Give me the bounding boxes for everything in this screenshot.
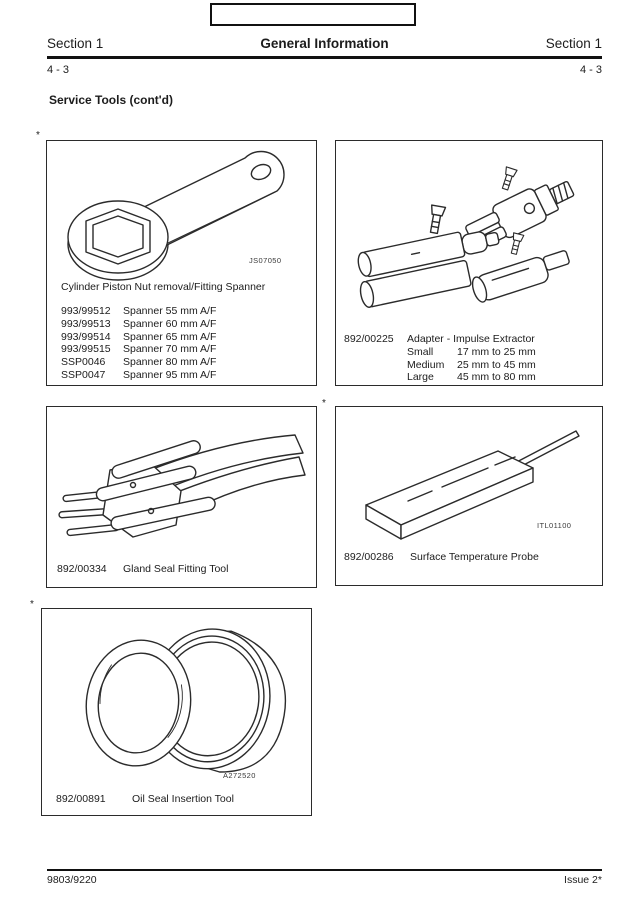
footer-rule xyxy=(47,869,602,871)
part-row xyxy=(61,369,216,382)
part-number: 993/99515 xyxy=(61,343,111,356)
footer-publication: 9803/9220 xyxy=(47,874,97,886)
top-blank-box xyxy=(210,3,416,26)
header-section-right: Section 1 xyxy=(545,36,602,51)
part-number: SSP0046 xyxy=(61,356,106,369)
footer-issue: Issue 2* xyxy=(564,874,602,886)
page-title: General Information xyxy=(260,36,389,51)
figure-code: ITL01100 xyxy=(537,521,572,530)
panel-spanner xyxy=(46,140,317,386)
tool-title: Gland Seal Fitting Tool xyxy=(123,563,229,575)
parts-table xyxy=(61,305,216,382)
part-row xyxy=(61,331,216,344)
part-description: Spanner 70 mm A/F xyxy=(123,343,217,356)
part-description: Spanner 65 mm A/F xyxy=(123,330,217,343)
tool-title: Oil Seal Insertion Tool xyxy=(132,793,234,805)
part-number: 892/00334 xyxy=(57,563,107,575)
size-range: 45 mm to 80 mm xyxy=(457,371,536,384)
size-label: Small xyxy=(407,345,434,358)
page-number-left: 4 - 3 xyxy=(47,64,70,76)
part-row xyxy=(61,356,216,369)
header-rule xyxy=(47,56,602,59)
oil-seal-illustration xyxy=(62,615,297,777)
part-number: 892/00225 xyxy=(344,333,394,345)
section-heading: Service Tools (cont'd) xyxy=(49,93,173,107)
part-description: Spanner 55 mm A/F xyxy=(123,305,217,317)
impulse-extractor-illustration xyxy=(344,153,596,325)
part-description: Spanner 80 mm A/F xyxy=(123,356,217,369)
header-section-left: Section 1 xyxy=(47,36,104,51)
size-label: Medium xyxy=(407,358,445,371)
part-number: 993/99513 xyxy=(61,317,111,330)
part-number: 892/00286 xyxy=(344,551,394,563)
tool-title: Adapter - Impulse Extractor xyxy=(407,333,535,345)
part-description: Spanner 60 mm A/F xyxy=(123,317,217,330)
size-range: 17 mm to 25 mm xyxy=(457,345,536,358)
part-row xyxy=(61,318,216,331)
revision-mark: * xyxy=(322,398,326,409)
revision-mark: * xyxy=(36,130,40,141)
part-row xyxy=(61,305,216,318)
panel-oil-seal xyxy=(41,608,312,816)
tool-title: Surface Temperature Probe xyxy=(410,551,539,563)
figure-code: JS07050 xyxy=(249,256,282,265)
figure-code: A272520 xyxy=(223,771,256,780)
panel-caption-block xyxy=(344,333,536,384)
revision-mark: * xyxy=(30,599,34,610)
size-range: 25 mm to 45 mm xyxy=(457,358,536,371)
panel-temp-probe xyxy=(335,406,603,586)
part-number: SSP0047 xyxy=(61,368,106,381)
size-label: Large xyxy=(407,371,434,384)
panel-gland-seal xyxy=(46,406,317,588)
part-row xyxy=(61,343,216,356)
part-description: Spanner 95 mm A/F xyxy=(123,368,217,381)
part-number: 993/99514 xyxy=(61,330,111,343)
panel-impulse-extractor xyxy=(335,140,603,386)
panel-caption: Cylinder Piston Nut removal/Fitting Spanner xyxy=(61,281,266,293)
page-number-right: 4 - 3 xyxy=(579,64,602,76)
gland-seal-illustration xyxy=(55,415,309,557)
part-number: 993/99512 xyxy=(61,305,111,317)
part-number: 892/00891 xyxy=(56,793,106,805)
